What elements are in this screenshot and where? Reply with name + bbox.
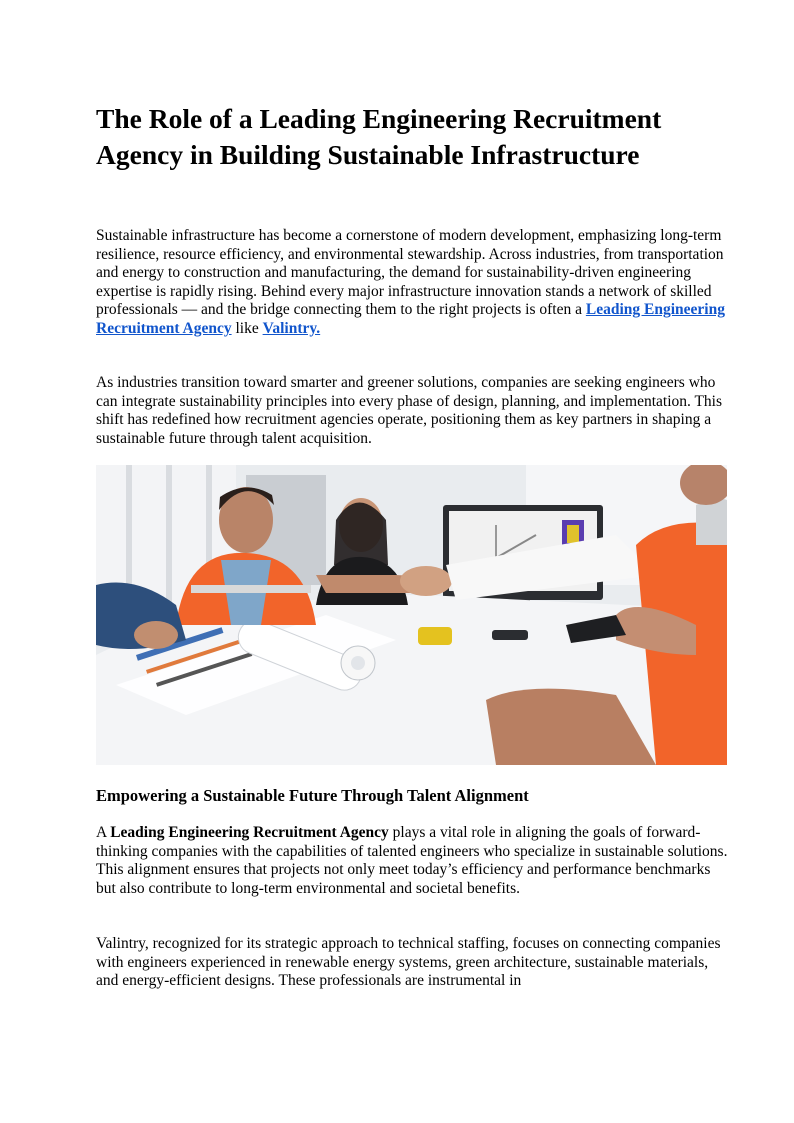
valintry-paragraph: Valintry, recognized for its strategic approach to technical staffing, focuses on connecting companies with engineers experienced in renewable energy systems, green architecture, sustainable materials, and energy-efficient designs. These professionals are instrumental in bbox=[96, 935, 721, 990]
alignment-bold-term: Leading Engineering Recruitment Agency bbox=[110, 824, 389, 841]
alignment-paragraph bbox=[96, 824, 728, 898]
intro-text: Sustainable infrastructure has become a cornerstone of modern development, emphasizing long-term resilience, resource efficiency, and environmental stewardship. Across industries, from transportation and energy to construction and manufacturing, the demand for sustainability-driven engineering expertise is rapidly rising. Behind every major infrastructure innovation stands a network of skilled professionals — and the bridge connecting them to the right projects is often a bbox=[96, 227, 724, 319]
intro-paragraph bbox=[96, 227, 728, 339]
valintry-link[interactable]: Valintry. bbox=[262, 319, 321, 337]
intro-like-text: like bbox=[231, 319, 263, 337]
alignment-prefix: A bbox=[96, 824, 111, 841]
meeting-handshake-photo bbox=[96, 465, 727, 765]
transition-paragraph: As industries transition toward smarter and greener solutions, companies are seeking engineers who can integrate sustainability principles into every phase of design, planning, and implementation. This shift has redefined how recruitment agencies operate, positioning them as key partners in shaping a sustainable future through talent acquisition. bbox=[96, 374, 723, 447]
section-heading: Empowering a Sustainable Future Through Talent Alignment bbox=[96, 786, 529, 805]
leading-engineering-recruitment-agency-link[interactable]: Leading Engineering Recruitment Agency bbox=[96, 301, 725, 337]
article-title: The Role of a Leading Engineering Recruitment Agency in Building Sustainable Infrastructure bbox=[96, 103, 662, 170]
alignment-rest: plays a vital role in aligning the goals of forward-thinking companies with the capabilities of talented engineers who specialize in sustainable solutions. This alignment ensures that projects not only meet today’s efficiency and performance benchmarks but also contribute to long-term environmental and societal benefits. bbox=[96, 824, 728, 897]
